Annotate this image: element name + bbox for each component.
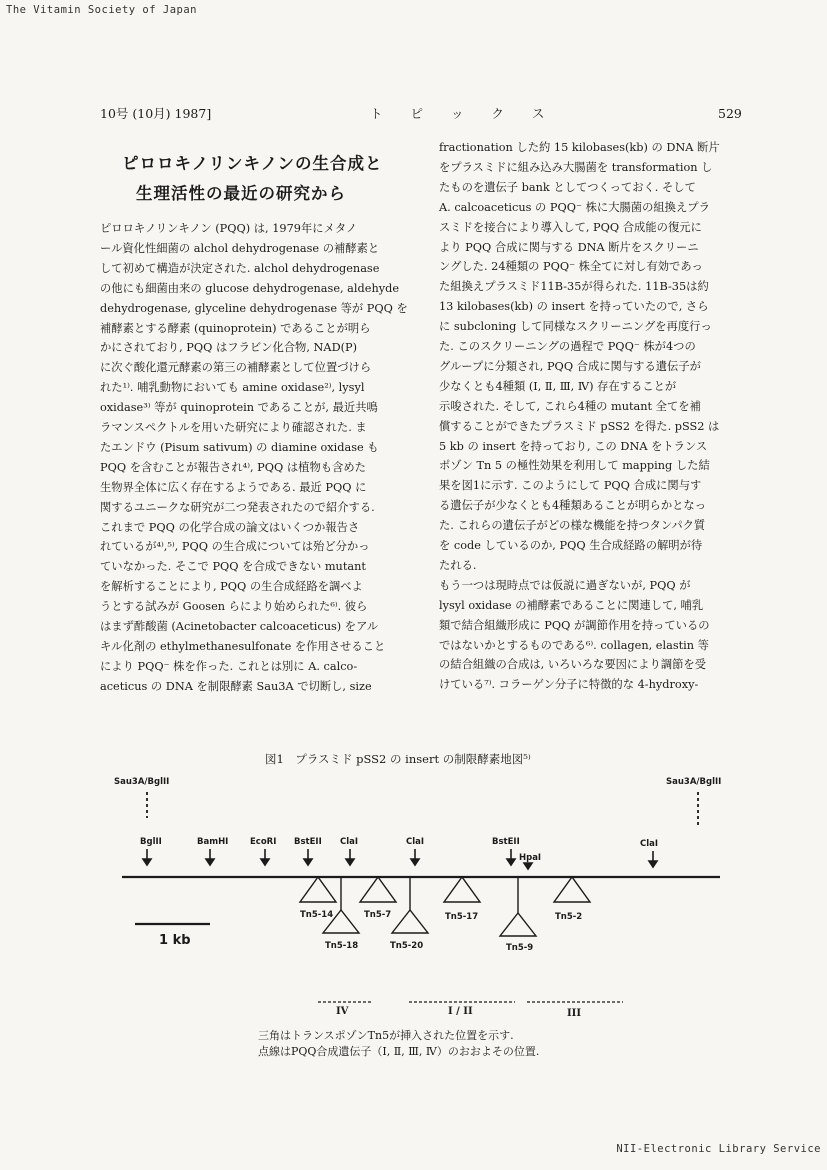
- text-line: たものを遺伝子 bank としてつくっておく. そして: [439, 180, 696, 194]
- text-line: を解析することにより, PQQ の生合成経路を調べよ: [100, 580, 363, 594]
- text-line: た. このスクリーニングの過程で PQQ⁻ 株が4つの: [439, 340, 696, 353]
- text-line: たれる.: [439, 558, 477, 572]
- text-line: かにされており, PQQ はフラビン化合物, NAD(P): [100, 341, 358, 355]
- site-label: ClaI: [640, 839, 659, 849]
- text-line: ポゾン Tn 5 の極性効果を利用して mapping した結: [439, 459, 710, 473]
- text-line: 少なくとも4種類 (Ⅰ, Ⅱ, Ⅲ, Ⅳ) 存在することが: [439, 379, 677, 393]
- site-arrowhead: [304, 859, 312, 865]
- site-arrowhead: [649, 861, 657, 867]
- text-line: aceticus の DNA を制限酵素 Sau3A で切断し, size: [100, 679, 372, 693]
- text-line: もう一つは現時点では仮説に過ぎないが, PQQ が: [439, 578, 691, 592]
- text-line: の他にも細菌由来の glucose dehydrogenase, aldehyde: [100, 281, 400, 295]
- site-arrowhead: [507, 859, 515, 865]
- site-label: EcoRI: [250, 837, 277, 847]
- site-arrowhead: [261, 859, 269, 865]
- text-line: けている⁷⁾. コラーゲン分子に特徴的な 4-hydroxy-: [439, 678, 699, 692]
- tn5-triangle: [554, 877, 590, 902]
- site-arrowhead: [411, 859, 419, 865]
- text-line: PQQ を含むことが報告され⁴⁾, PQQ は植物も含めた: [100, 460, 366, 474]
- site-arrowhead: [143, 859, 151, 865]
- text-line: ール資化性細菌の alchol dehydrogenase の補酵素と: [100, 241, 380, 255]
- society-watermark: The Vitamin Society of Japan: [6, 4, 198, 16]
- text-line: スミドを接合により導入して, PQQ 合成能の復元に: [439, 220, 702, 234]
- tn5-label: Tn5-14: [300, 910, 334, 920]
- text-line: うとする試みが Goosen らにより始められた⁶⁾. 彼ら: [100, 600, 368, 614]
- page-number: 529: [718, 106, 742, 121]
- restriction-map-diagram: [100, 770, 730, 1020]
- text-line: に次ぐ酸化還元酵素の第三の補酵素として位置づけら: [100, 361, 372, 375]
- text-line: る遺伝子が少なくとも4種類あることが明らかとなっ: [439, 499, 707, 513]
- text-line: 果を図1に示す. このようにして PQQ 合成に関与す: [439, 479, 702, 493]
- text-line: A. calcoaceticus の PQQ⁻ 株に大腸菌の組換えプラ: [439, 200, 710, 214]
- tn5-label: Tn5-18: [325, 941, 359, 951]
- text-line: ではないかとするものである⁶⁾. collagen, elastin 等: [439, 638, 709, 652]
- footer-service: NII-Electronic Library Service: [616, 1143, 821, 1155]
- site-label: BstEII: [294, 837, 322, 847]
- text-line: 示唆された. そして, これら4種の mutant 全てを補: [439, 399, 701, 413]
- text-line: oxidase³⁾ 等が quinoprotein であることが, 最近共鳴: [100, 401, 378, 415]
- tn5-label: Tn5-7: [364, 910, 392, 920]
- tn5-label: Tn5-2: [555, 912, 583, 922]
- section-label: ト ピ ッ ク ス: [370, 106, 557, 121]
- text-line: 13 kilobases(kb) の insert を持っていたので, さら: [439, 300, 709, 314]
- text-line: 補酵素とする酵素 (quinoprotein) であることが明ら: [100, 321, 371, 335]
- text-line: キル化剤の ethylmethanesulfonate を作用させること: [100, 639, 386, 653]
- gene-label: I / II: [448, 1006, 473, 1017]
- text-line: 償することができたプラスミド pSS2 を得た. pSS2 は: [439, 419, 720, 433]
- site-label: BamHI: [197, 837, 229, 847]
- text-line: ングした. 24種類の PQQ⁻ 株全てに対し有効であっ: [439, 260, 703, 274]
- gene-label: IV: [336, 1006, 349, 1017]
- site-arrowhead: [346, 859, 354, 865]
- tn5-label: Tn5-20: [390, 941, 424, 951]
- text-line: を code しているのか, PQQ 生合成経路の解明が待: [439, 539, 703, 552]
- text-line: dehydrogenase, glyceline dehydrogenase 等が PQQ を: [100, 301, 408, 315]
- text-line: により PQQ⁻ 株を作った. これとは別に A. calco-: [100, 659, 358, 673]
- issue-label: 10号 (10月) 1987]: [100, 106, 212, 121]
- text-line: 生物界全体に広く存在するようである. 最近 PQQ に: [100, 480, 367, 494]
- text-line: グループに分類され, PQQ 合成に関与する遺伝子が: [439, 359, 701, 373]
- site-arrowhead: [206, 859, 214, 865]
- site-label: BstEII: [492, 837, 520, 847]
- flank-right-label: Sau3A/BglII: [666, 777, 722, 787]
- text-line: ていなかった. そこで PQQ を合成できない mutant: [100, 560, 366, 574]
- text-line: より PQQ 合成に関与する DNA 断片をスクリーニ: [439, 240, 699, 254]
- article-title-line2: 生理活性の最近の研究から: [136, 184, 346, 203]
- text-line: 関するユニークな研究が二つ発表されたので紹介する.: [100, 500, 375, 514]
- text-line: これまで PQQ の化学合成の論文はいくつか報告さ: [100, 520, 360, 534]
- site-label: HpaI: [519, 853, 542, 863]
- text-line: ラマンスペクトルを用いた研究により確認された. ま: [100, 421, 367, 434]
- figure-note-dotted: 点線はPQQ合成遺伝子（Ⅰ, Ⅱ, Ⅲ, Ⅳ）のおおよその位置.: [258, 1045, 540, 1058]
- text-line: をプラスミドに組み込み大腸菌を transformation し: [439, 160, 713, 174]
- site-arrowhead: [524, 863, 532, 869]
- site-label: ClaI: [406, 837, 425, 847]
- text-line: ピロロキノリンキノン (PQQ) は, 1979年にメタノ: [100, 222, 358, 235]
- tn5-triangle: [360, 877, 396, 902]
- site-label: BglII: [140, 837, 162, 847]
- text-line: た. これらの遺伝子がどの様な機能を持つタンパク質: [439, 519, 706, 533]
- gene-label: III: [567, 1008, 582, 1019]
- site-label: ClaI: [340, 837, 359, 847]
- tn5-triangle: [392, 910, 428, 933]
- tn5-triangle: [444, 877, 480, 902]
- tn5-label: Tn5-9: [506, 943, 534, 953]
- tn5-triangle: [500, 913, 536, 936]
- text-line: た組換えプラスミド11B-35が得られた. 11B-35は約: [439, 280, 709, 294]
- text-line: して初めて構造が決定された. alchol dehydrogenase: [100, 261, 380, 275]
- text-line: lysyl oxidase の補酵素であることに関連して, 哺乳: [439, 598, 704, 612]
- text-line: に subcloning して同様なスクリーニングを再度行っ: [439, 320, 712, 334]
- article-title-line1: ピロロキノリンキノンの生合成と: [122, 154, 383, 173]
- text-line: たエンドウ (Pisum sativum) の diamine oxidase も: [100, 440, 379, 454]
- text-line: 5 kb の insert を持っており, この DNA をトランス: [439, 439, 708, 453]
- scale-label: 1 kb: [159, 933, 191, 948]
- text-line: れているが⁴⁾,⁵⁾, PQQ の生合成については殆ど分かっ: [100, 540, 370, 554]
- figure-caption: 図1 プラスミド pSS2 の insert の制限酵素地図⁵⁾: [265, 752, 531, 766]
- figure-note-triangles: 三角はトランスポゾンTn5が挿入された位置を示す.: [258, 1029, 514, 1042]
- tn5-label: Tn5-17: [445, 912, 479, 922]
- text-line: 類で結合組織形成に PQQ が調節作用を持っているの: [439, 618, 710, 632]
- text-line: fractionation した約 15 kilobases(kb) の DNA 断片: [439, 141, 720, 154]
- text-line: はまず酢酸菌 (Acinetobacter calcoaceticus) をアル: [100, 620, 379, 633]
- flank-left-label: Sau3A/BglII: [114, 777, 170, 787]
- text-line: れた¹⁾. 哺乳動物においても amine oxidase²⁾, lysyl: [100, 381, 365, 395]
- tn5-triangle: [300, 877, 336, 902]
- text-line: の結合組織の合成は, いろいろな要因により調節を受: [439, 658, 707, 672]
